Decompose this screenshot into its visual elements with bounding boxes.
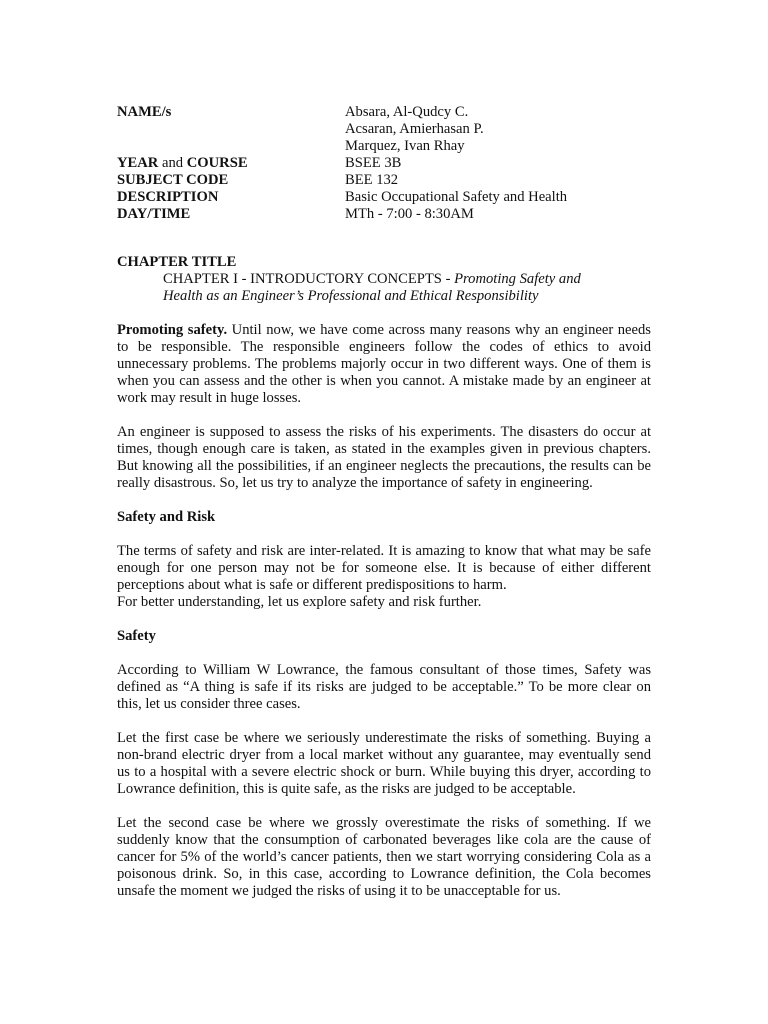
subject-code-row (117, 172, 677, 189)
name-2: Acsaran, Amierhasan P. (345, 121, 484, 137)
paragraph-safety-risk: The terms of safety and risk are inter-related. It is amazing to know that what may be safe enough for one person may not be for someone else. It is because of either different perceptions about what is safe or different predispositions to harm. (117, 543, 651, 593)
chapter-title-line-1 (117, 271, 657, 288)
chapter-title-label: CHAPTER TITLE (117, 254, 237, 270)
year-course-label (117, 155, 345, 172)
chapter-title-line-2 (117, 288, 657, 305)
paragraph-better-understanding: For better understanding, let us explore safety and risk further. (117, 594, 482, 610)
promoting-safety-text: Until now, we have come across many reasons why an engineer needs to be responsible. The responsible engineers follow the codes of ethics to avoid unnecessary problems. The problems majorly occur in two different ways. One of them is when you can assess and the other is when you cannot. A mistake made by an engineer at work may result in huge losses. (117, 322, 651, 406)
name-1: Absara, Al-Qudcy C. (345, 104, 469, 120)
paragraph-engineer-risks: An engineer is supposed to assess the risks of his experiments. The disasters do occur at times, though enough care is taken, as stated in the examples given in previous chapters. But knowing all the possibilities, if an engineer neglects the precautions, the results can be really disastrous. So, let us try to analyze the importance of safety in engineering. (117, 424, 651, 491)
description-value: Basic Occupational Safety and Health (345, 189, 568, 205)
info-header (117, 104, 677, 223)
promoting-safety-lead: Promoting safety. (117, 322, 228, 338)
daytime-row (117, 206, 677, 223)
names-row-3 (117, 138, 677, 155)
heading-safety: Safety (117, 628, 156, 644)
paragraph-promoting-safety (117, 322, 651, 407)
daytime-value: MTh - 7:00 - 8:30AM (345, 206, 474, 222)
chapter-title-italic-2: Health as an Engineer’s Professional and Ethical Responsibility (163, 288, 539, 304)
document-body (117, 322, 651, 917)
year-course-row (117, 155, 677, 172)
names-row-2 (117, 121, 677, 138)
chapter-title-block (117, 254, 657, 305)
paragraph-first-case: Let the first case be where we seriously underestimate the risks of something. Buying a non-brand electric dryer from a local market without any guarantee, may eventually send us to a hospital with a severe electric shock or burn. While buying this dryer, according to Lowrance definition, this is quite safe, as the risks are judged to be acceptable. (117, 730, 651, 797)
names-row (117, 104, 677, 121)
chapter-title-italic-1: Promoting Safety and (454, 271, 581, 287)
year-course-value: BSEE 3B (345, 155, 402, 171)
paragraph-lowrance: According to William W Lowrance, the famous consultant of those times, Safety was defined as “A thing is safe if its risks are judged to be acceptable.” To be more clear on this, let us consider three cases. (117, 662, 651, 712)
chapter-title-plain: CHAPTER I - INTRODUCTORY CONCEPTS - (163, 271, 455, 287)
names-label: NAME/s (117, 104, 172, 120)
heading-safety-and-risk: Safety and Risk (117, 509, 216, 525)
course-label: COURSE (186, 155, 248, 171)
subject-code-label: SUBJECT CODE (117, 172, 229, 188)
and-label: and (158, 155, 187, 171)
description-row (117, 189, 677, 206)
name-3: Marquez, Ivan Rhay (345, 138, 465, 154)
description-label: DESCRIPTION (117, 189, 219, 205)
subject-code-value: BEE 132 (345, 172, 399, 188)
paragraph-second-case: Let the second case be where we grossly overestimate the risks of something. If we suddenly know that the consumption of carbonated beverages like cola are the cause of cancer for 5% of the world’s cancer patients, then we start worrying considering Cola as a poisonous drink. So, in this case, according to Lowrance definition, the Cola becomes unsafe the moment we judged the risks of using it to be unacceptable for us. (117, 815, 651, 899)
daytime-label: DAY/TIME (117, 206, 191, 222)
year-label: YEAR (117, 155, 159, 171)
